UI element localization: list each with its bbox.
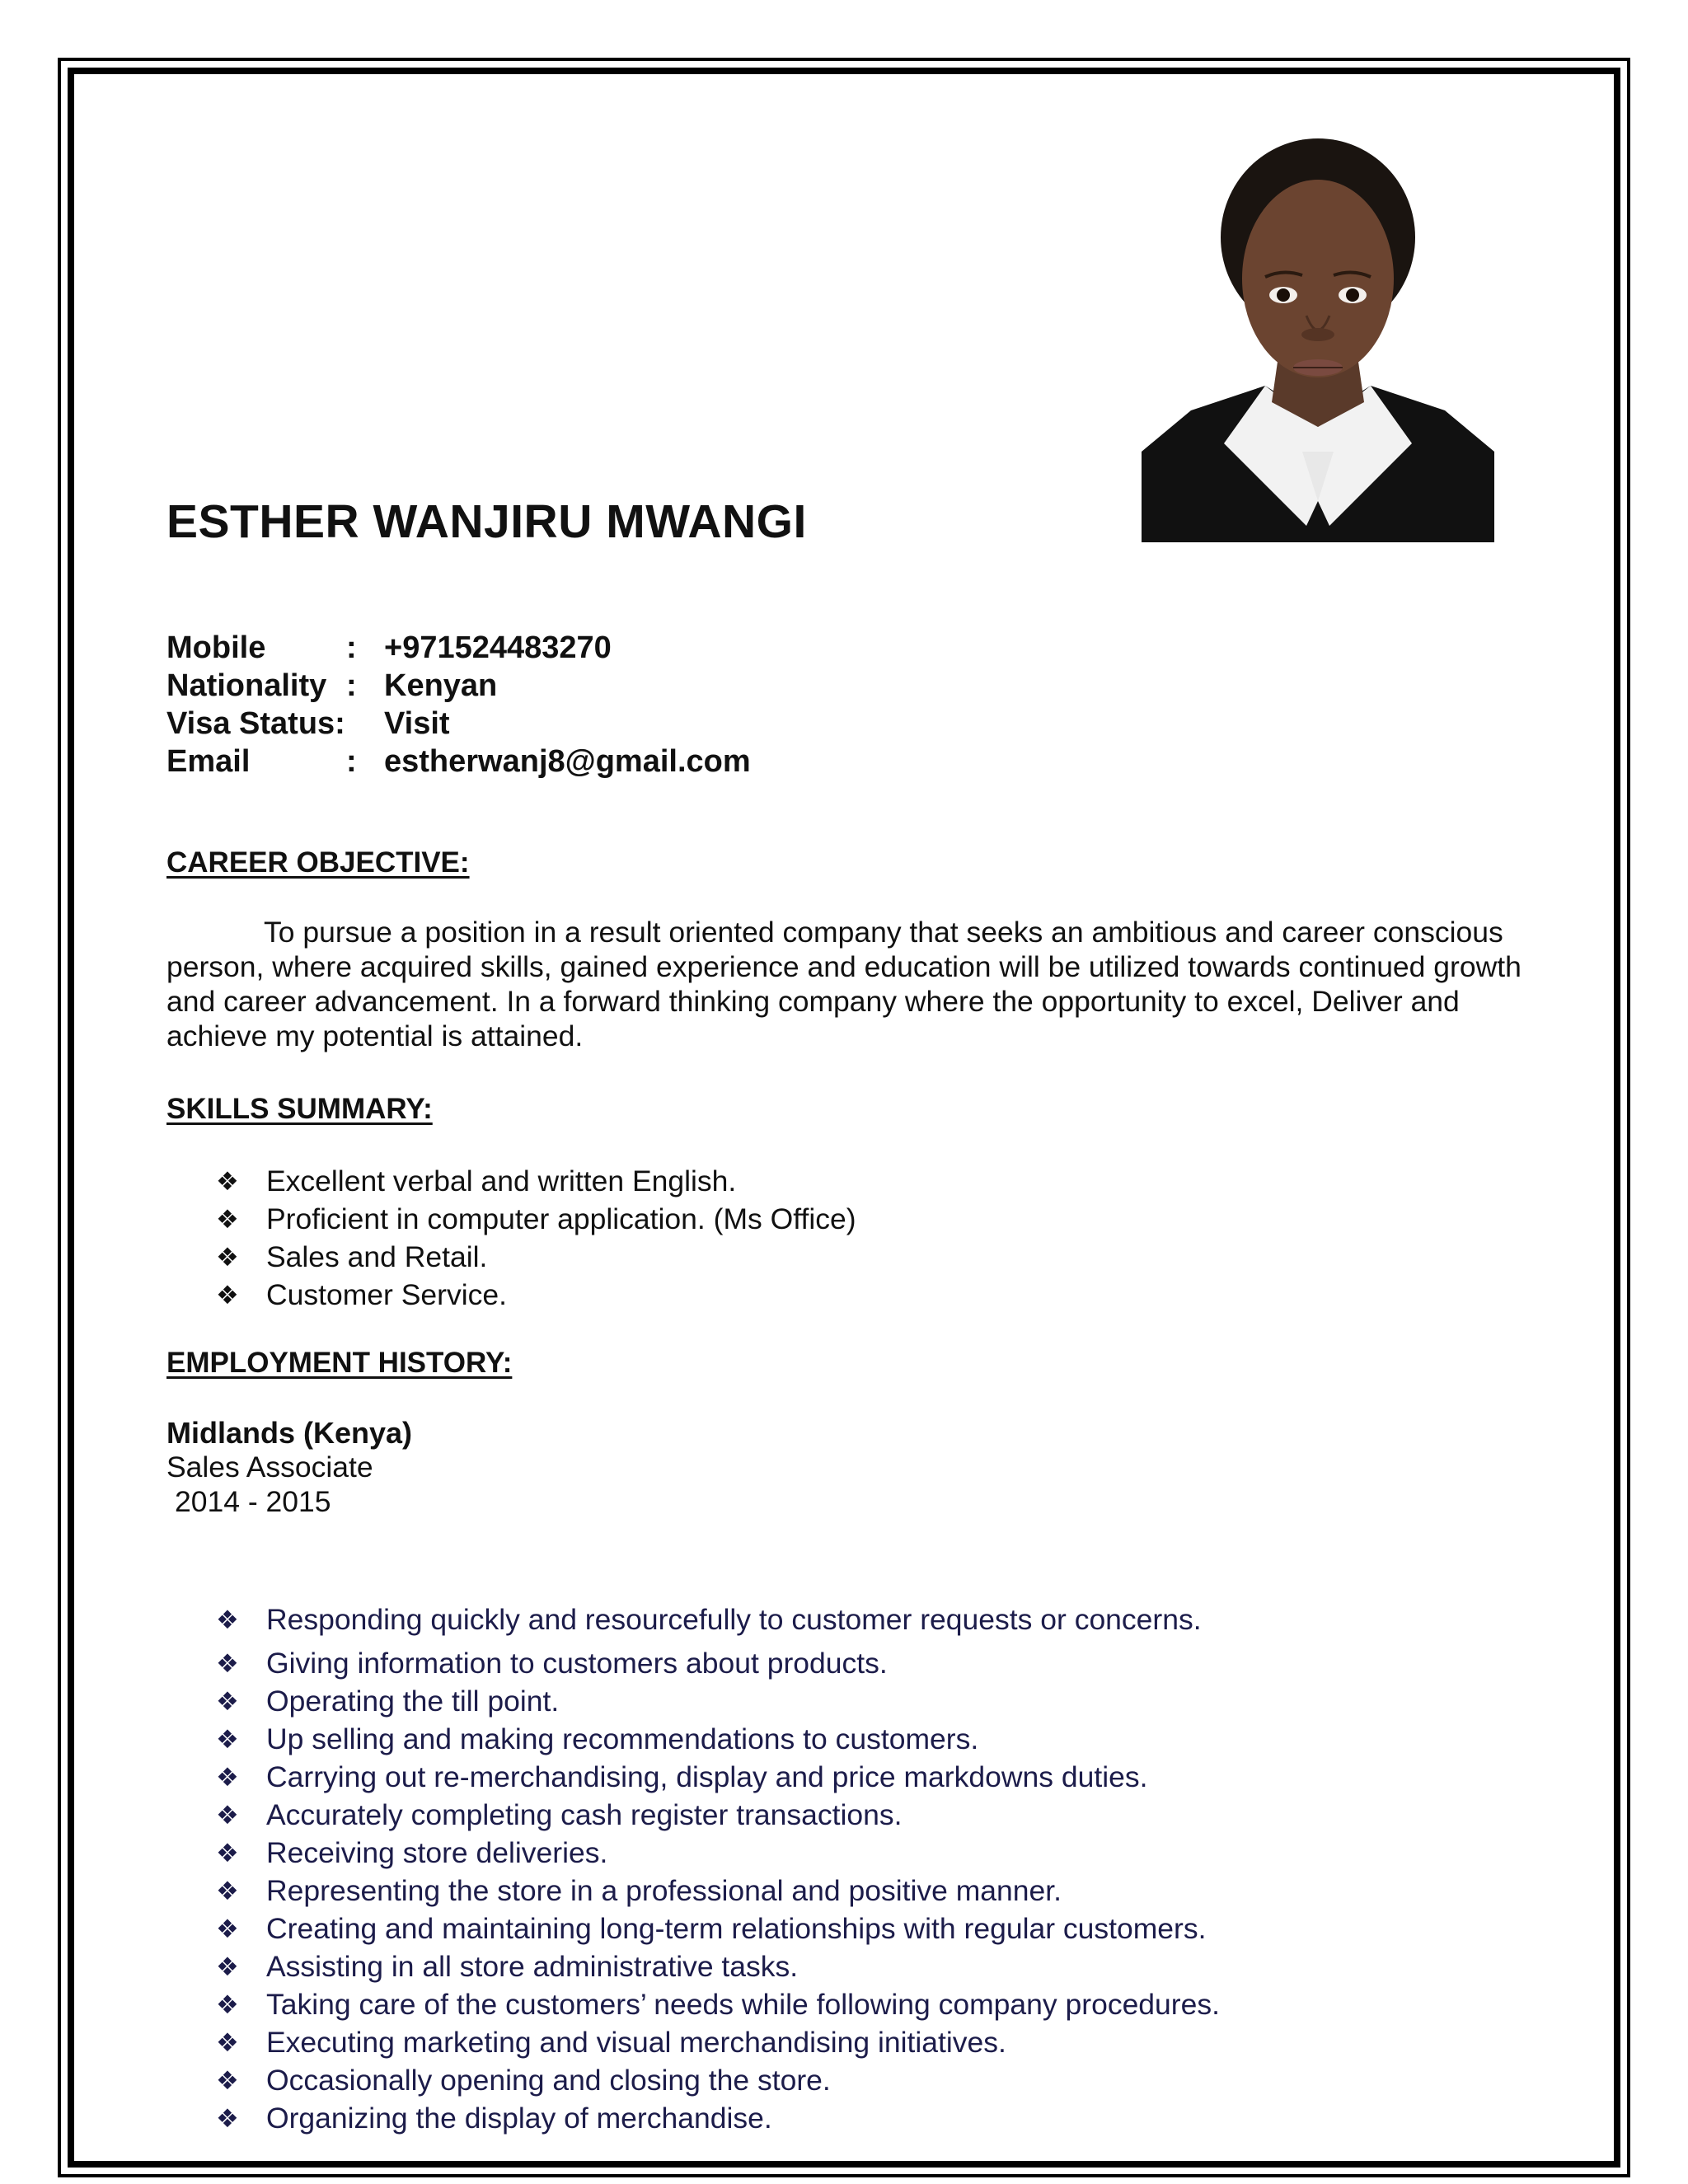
list-item	[216, 1872, 1220, 1910]
bullet-icon: ❖	[216, 1990, 239, 2019]
career-objective-text	[166, 915, 1568, 1053]
duty-text: Responding quickly and resourcefully to customer requests or concerns.	[266, 1603, 1202, 1636]
duty-text: Representing the store in a professional and positive manner.	[266, 1873, 1062, 1907]
bullet-icon: ❖	[216, 1762, 239, 1792]
duty-text: Carrying out re-merchandising, display and price markdowns duties.	[266, 1760, 1148, 1793]
profile-photo	[1142, 138, 1494, 542]
skill-text: Customer Service.	[266, 1277, 507, 1311]
bullet-icon: ❖	[216, 1914, 239, 1943]
contact-label: Visa Status:	[166, 706, 345, 741]
list-item	[216, 2099, 1220, 2137]
bullet-icon: ❖	[216, 1204, 239, 1234]
contact-details	[166, 629, 751, 780]
duties-list	[216, 1596, 1220, 2137]
list-item	[216, 1682, 1220, 1720]
job-title: Sales Associate	[166, 1451, 373, 1483]
duty-text: Organizing the display of merchandise.	[266, 2101, 772, 2135]
nationality-value: Kenyan	[384, 668, 498, 703]
list-item	[216, 1758, 1220, 1796]
list-item	[216, 1200, 856, 1238]
career-objective-body: To pursue a position in a result oriented company that seeks an ambitious and career conscious person, where acquired skills, gained experience and education will be utilized towards continued growth and career advancement. In a forward thinking company where the opportunity to excel, Deliver and achieve my potential is attained.	[166, 916, 1522, 1052]
list-item	[216, 1796, 1220, 1834]
duty-text: Receiving store deliveries.	[266, 1835, 608, 1869]
list-item	[216, 2023, 1220, 2061]
duty-text: Operating the till point.	[266, 1684, 560, 1718]
contact-separator	[346, 705, 384, 743]
bullet-icon: ❖	[216, 1724, 239, 1754]
bullet-icon: ❖	[216, 1952, 239, 1981]
contact-row-nationality	[166, 667, 751, 705]
contact-label: Mobile	[166, 630, 266, 665]
contact-label: Email	[166, 744, 251, 779]
list-item	[216, 1596, 1220, 1644]
contact-label: Nationality	[166, 668, 327, 703]
contact-separator: :	[346, 668, 357, 703]
bullet-icon: ❖	[216, 1605, 239, 1634]
skills-list	[216, 1162, 856, 1314]
contact-separator: :	[346, 744, 357, 779]
list-item	[216, 1644, 1220, 1682]
list-item	[216, 1985, 1220, 2023]
duty-text: Executing marketing and visual merchandising initiatives.	[266, 2025, 1006, 2059]
contact-row-visa	[166, 705, 751, 743]
list-item	[216, 1834, 1220, 1872]
contact-row-email	[166, 743, 751, 780]
duty-text: Occasionally opening and closing the store.	[266, 2063, 831, 2097]
bullet-icon: ❖	[216, 1242, 239, 1272]
bullet-icon: ❖	[216, 1838, 239, 1868]
skill-text: Proficient in computer application. (Ms Office)	[266, 1202, 856, 1235]
bullet-icon: ❖	[216, 1876, 239, 1905]
list-item	[216, 1276, 856, 1314]
bullet-icon: ❖	[216, 2103, 239, 2133]
bullet-icon: ❖	[216, 1800, 239, 1830]
duty-text: Assisting in all store administrative tasks.	[266, 1949, 799, 1983]
bullet-icon: ❖	[216, 1648, 239, 1678]
visa-status-value: Visit	[384, 706, 450, 741]
duty-text: Up selling and making recommendations to customers.	[266, 1722, 979, 1755]
list-item	[216, 1238, 856, 1276]
list-item	[216, 1720, 1220, 1758]
candidate-name: ESTHER WANJIRU MWANGI	[166, 495, 807, 548]
list-item	[216, 2061, 1220, 2099]
bullet-icon: ❖	[216, 1166, 239, 1196]
list-item	[216, 1910, 1220, 1947]
duty-text: Accurately completing cash register transactions.	[266, 1797, 903, 1831]
job-dates: 2014 - 2015	[175, 1485, 331, 1518]
skills-summary-heading: SKILLS SUMMARY:	[166, 1093, 433, 1125]
list-item	[216, 1947, 1220, 1985]
email-value: estherwanj8@gmail.com	[384, 744, 751, 779]
skill-text: Sales and Retail.	[266, 1240, 488, 1273]
contact-separator: :	[346, 630, 357, 665]
contact-row-mobile	[166, 629, 751, 667]
bullet-icon: ❖	[216, 2027, 239, 2057]
skill-text: Excellent verbal and written English.	[266, 1164, 737, 1197]
employer-name: Midlands (Kenya)	[166, 1416, 413, 1450]
bullet-icon: ❖	[216, 1686, 239, 1716]
list-item	[216, 1162, 856, 1200]
duty-text: Taking care of the customers’ needs while following company procedures.	[266, 1987, 1220, 2021]
mobile-value: +971524483270	[384, 630, 612, 665]
employment-history-heading: EMPLOYMENT HISTORY:	[166, 1347, 513, 1379]
bullet-icon: ❖	[216, 1280, 239, 1310]
bullet-icon: ❖	[216, 2065, 239, 2095]
duty-text: Creating and maintaining long-term relationships with regular customers.	[266, 1911, 1207, 1945]
career-objective-heading: CAREER OBJECTIVE:	[166, 846, 470, 879]
duty-text: Giving information to customers about products.	[266, 1646, 888, 1680]
